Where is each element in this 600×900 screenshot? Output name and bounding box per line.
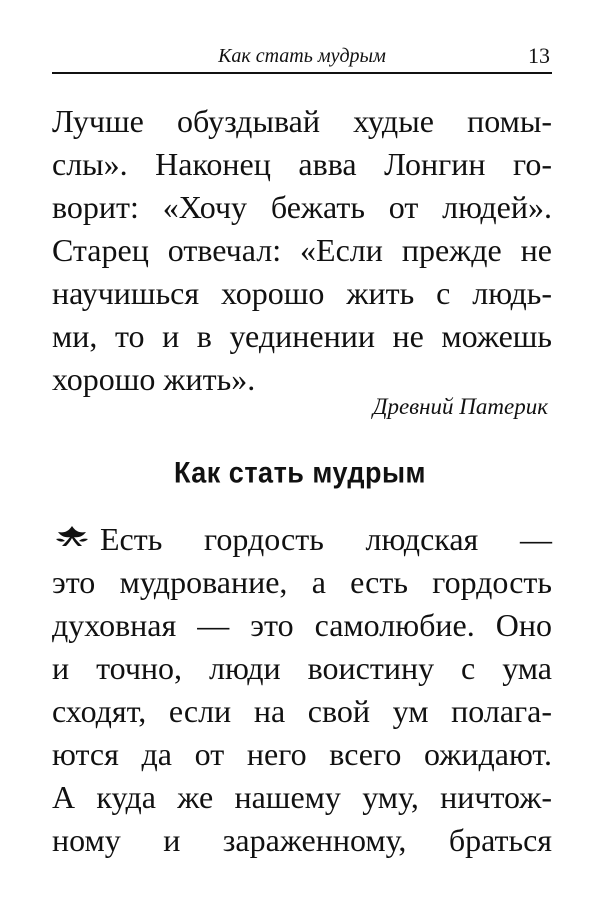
running-title: Как стать мудрым [218,45,386,67]
section-line: ются да от него всего ожидают. [52,736,552,772]
source-attribution: Древний Патерик [372,394,548,419]
fleuron-icon [52,518,162,561]
passage-line: слы». Наконец авва Лонгин го- [52,146,552,182]
section-line: А куда же нашему уму, ничтож- [52,779,552,815]
section-first-line [52,518,552,561]
section-line: это мудрование, а есть гордость [52,564,552,600]
running-header [52,42,552,74]
section-line: сходят, если на свой ум полага- [52,693,552,729]
passage-line: Старец отвечал: «Если прежде не [52,232,552,268]
passage-line: научишься хорошо жить с людь- [52,275,552,311]
page-number: 13 [528,43,550,68]
section-word: Есть [100,521,163,557]
section-word: гордость [204,521,324,557]
section-word: людская [365,521,479,557]
passage-1 [52,100,552,401]
passage-line: ворит: «Хочу бежать от людей». [52,189,552,225]
section-line: духовная — это самолюбие. Оно [52,607,552,643]
passage-line: хорошо жить». [52,361,256,397]
section-word: — [519,521,552,557]
section-body [52,518,552,862]
section-line: и точно, люди воистину с ума [52,650,552,686]
passage-line: Лучше обуздывай худые помы- [52,103,552,139]
section-line: ному и зараженному, браться [52,822,552,858]
passage-line: ми, то и в уединении не можешь [52,318,552,354]
section-title: Как стать мудрым [173,456,427,490]
